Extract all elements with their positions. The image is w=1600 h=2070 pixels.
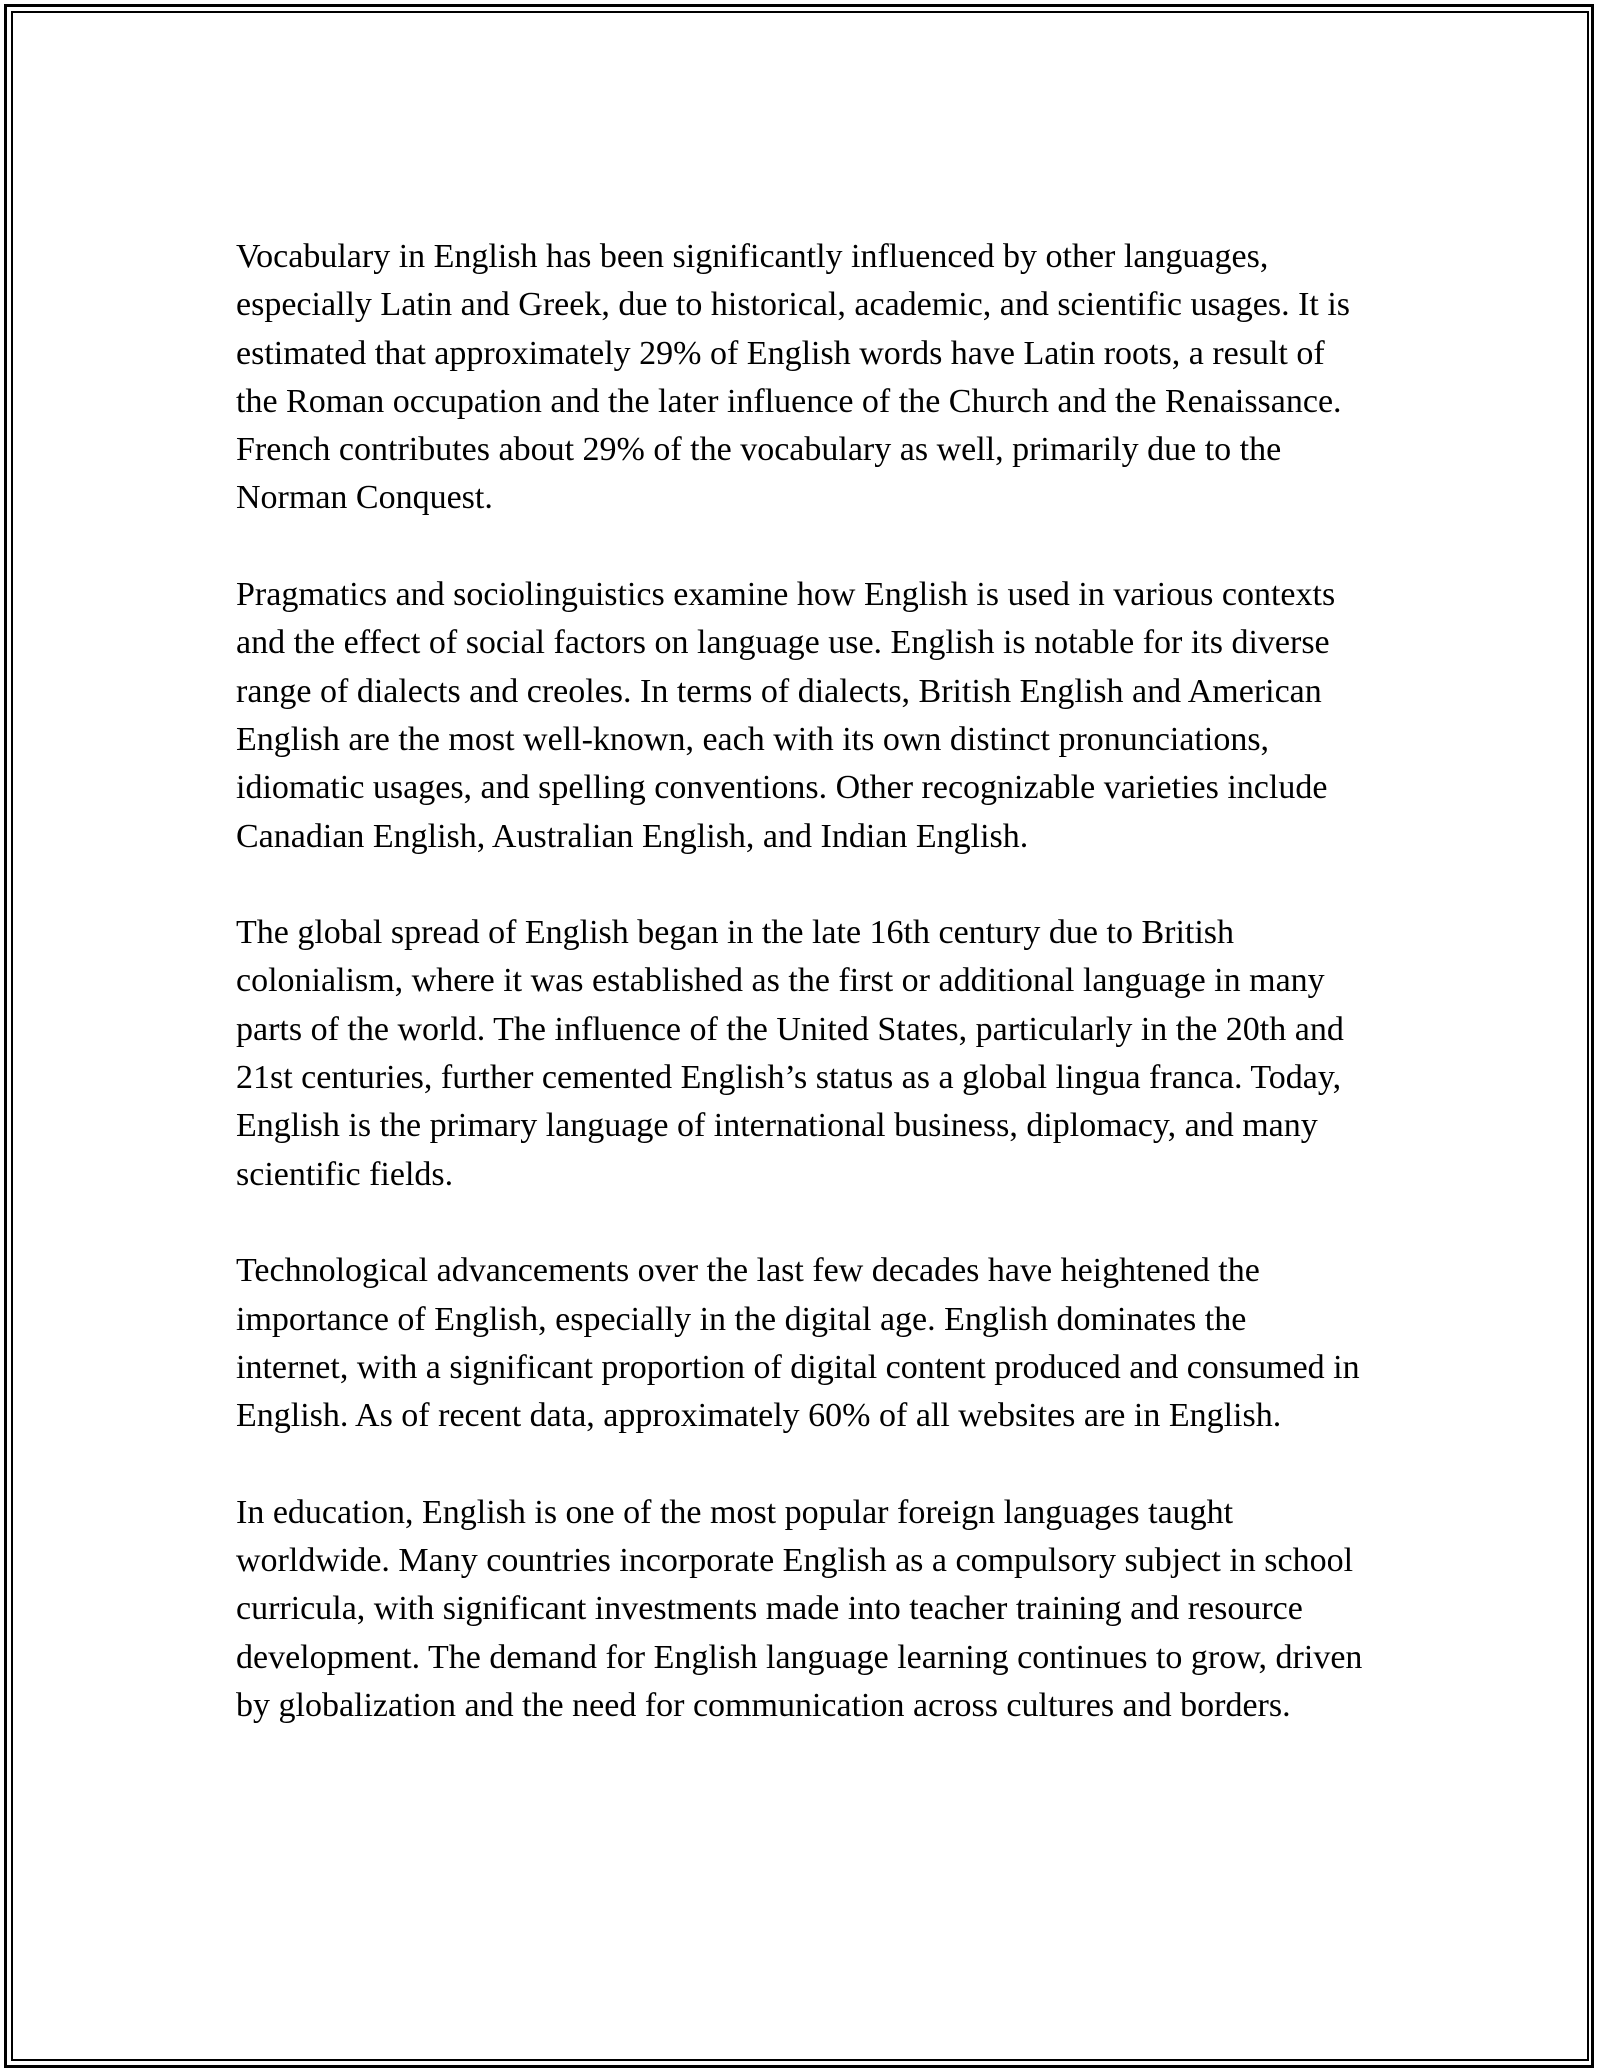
paragraph-global-spread: The global spread of English began in the late 16th century due to British colonialism, where it was established as the first or additional language in many parts of the world. The influence of the United States, particularly in the 20th and 21st centuries, further cemented English’s status as a global lingua franca. Today, English is the primary language of international business, diplomacy, and many scientific fields. <box>236 914 1344 1193</box>
document-body <box>236 233 1366 1730</box>
paragraph-education: In education, English is one of the most popular foreign languages taught worldwide. Many countries incorporate English as a compulsory subject in school curricula, with significant investments made into teacher training and resource development. The demand for English language learning continues to grow, driven by globalization and the need for communication across cultures and borders. <box>236 1493 1363 1724</box>
paragraph-vocabulary: Vocabulary in English has been significantly influenced by other languages, especially Latin and Greek, due to historical, academic, and scientific usages. It is estimated that approximately 29% of English words have Latin roots, a result of the Roman occupation and the later influence of the Church and the Renaissance. French contributes about 29% of the vocabulary as well, primarily due to the Norman Conquest. <box>236 238 1351 517</box>
paragraph-technology: Technological advancements over the last few decades have heightened the importance of English, especially in the digital age. English dominates the internet, with a significant proportion of digital content produced and consumed in English. As of recent data, approximately 60% of all websites are in English. <box>236 1252 1360 1435</box>
paragraph-pragmatics: Pragmatics and sociolinguistics examine how English is used in various contexts and the effect of social factors on language use. English is notable for its diverse range of dialects and creoles. In terms of dialects, British English and American English are the most well-known, each with its own distinct pronunciations, idiomatic usages, and spelling conventions. Other recognizable varieties include Canadian English, Australian English, and Indian English. <box>236 576 1336 855</box>
